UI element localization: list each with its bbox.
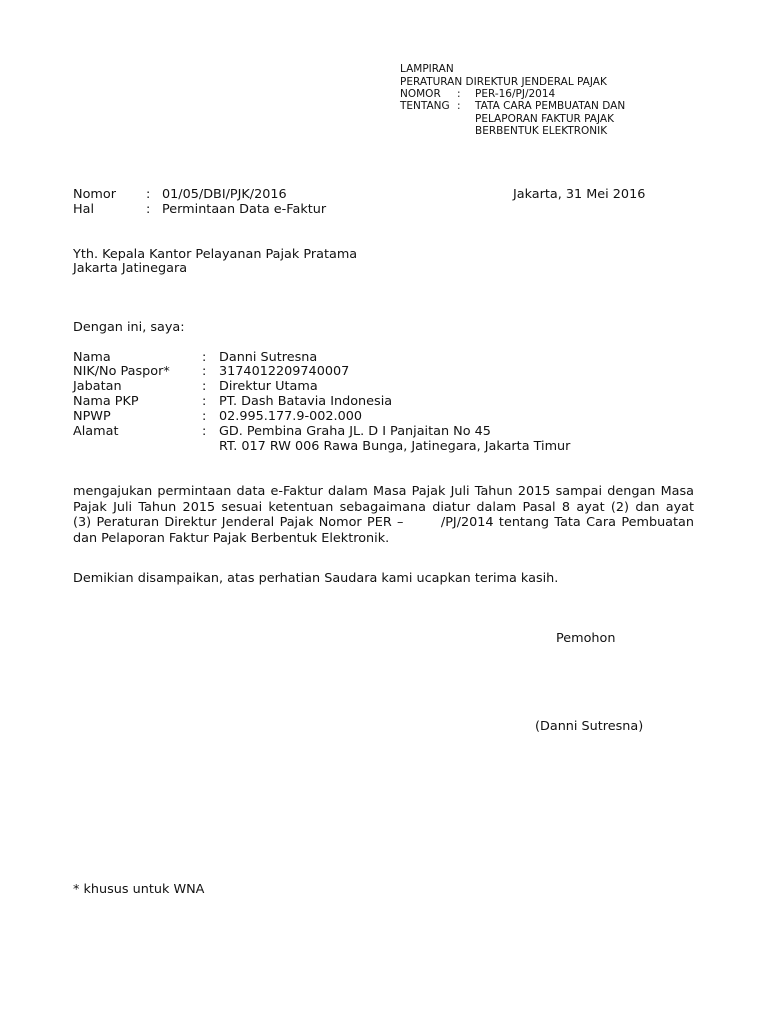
closing-line: Demikian disampaikan, atas perhatian Saudara kami ucapkan terima kasih. (73, 571, 559, 586)
identity-value: Danni Sutresna (219, 350, 318, 365)
regulation-number-value: PER-16/PJ/2014 (475, 88, 556, 100)
identity-label: NIK/No Paspor* (73, 364, 170, 379)
attachment-label: LAMPIRAN (400, 63, 454, 75)
recipient-line2: Jakarta Jatinegara (73, 261, 188, 276)
paragraph-line: Pajak Juli Tahun 2015 sesuai ketentuan sebagaimana diatur dalam Pasal 8 ayat (2) dan ayat (73, 499, 694, 515)
regulation-about-line2: PELAPORAN FAKTUR PAJAK (475, 113, 614, 125)
identity-label: NPWP (73, 409, 111, 424)
opening-line: Dengan ini, saya: (73, 320, 185, 335)
place-date: Jakarta, 31 Mei 2016 (513, 187, 646, 202)
signature-role: Pemohon (556, 631, 616, 646)
identity-value: 3174012209740007 (219, 364, 350, 379)
identity-value: GD. Pembina Graha JL. D I Panjaitan No 45 (219, 424, 491, 439)
regulation-number-sep: : (457, 88, 461, 100)
signature-name: (Danni Sutresna) (535, 719, 644, 734)
regulation-about-line3: BERBENTUK ELEKTRONIK (475, 125, 608, 137)
identity-sep: : (202, 364, 207, 379)
paragraph-line: mengajukan permintaan data e-Faktur dalam Masa Pajak Juli Tahun 2015 sampai dengan Masa (73, 484, 694, 499)
footnote: * khusus untuk WNA (73, 882, 205, 897)
paragraph-line: (3) Peraturan Direktur Jenderal Pajak Nomor PER – /PJ/2014 tentang Tata Cara Pembuatan (73, 515, 694, 530)
regulation-title: PERATURAN DIREKTUR JENDERAL PAJAK (400, 76, 607, 88)
regulation-about-label: TENTANG (400, 100, 450, 112)
identity-value: PT. Dash Batavia Indonesia (219, 394, 393, 409)
identity-sep: : (202, 394, 207, 409)
identity-sep: : (202, 379, 207, 394)
identity-value: Direktur Utama (219, 379, 318, 394)
identity-label: Nama PKP (73, 394, 139, 409)
request-paragraph (73, 484, 694, 546)
identity-sep: : (202, 424, 207, 439)
nomor-value: 01/05/DBI/PJK/2016 (162, 187, 287, 202)
address-line2: RT. 017 RW 006 Rawa Bunga, Jatinegara, Jakarta Timur (219, 439, 571, 454)
hal-sep: : (146, 202, 151, 217)
nomor-sep: : (146, 187, 151, 202)
regulation-number-label: NOMOR (400, 88, 441, 100)
hal-label: Hal (73, 202, 95, 217)
hal-value: Permintaan Data e-Faktur (162, 202, 327, 217)
identity-value: 02.995.177.9-002.000 (219, 409, 363, 424)
identity-label: Alamat (73, 424, 119, 439)
identity-sep: : (202, 409, 207, 424)
identity-label: Jabatan (73, 379, 122, 394)
identity-sep: : (202, 350, 207, 365)
recipient-line1: Yth. Kepala Kantor Pelayanan Pajak Pratama (73, 247, 358, 262)
nomor-label: Nomor (73, 187, 116, 202)
paragraph-line: dan Pelaporan Faktur Pajak Berbentuk Elektronik. (73, 530, 390, 546)
regulation-about-sep: : (457, 100, 461, 112)
identity-label: Nama (73, 350, 111, 365)
regulation-about-line1: TATA CARA PEMBUATAN DAN (475, 100, 626, 112)
